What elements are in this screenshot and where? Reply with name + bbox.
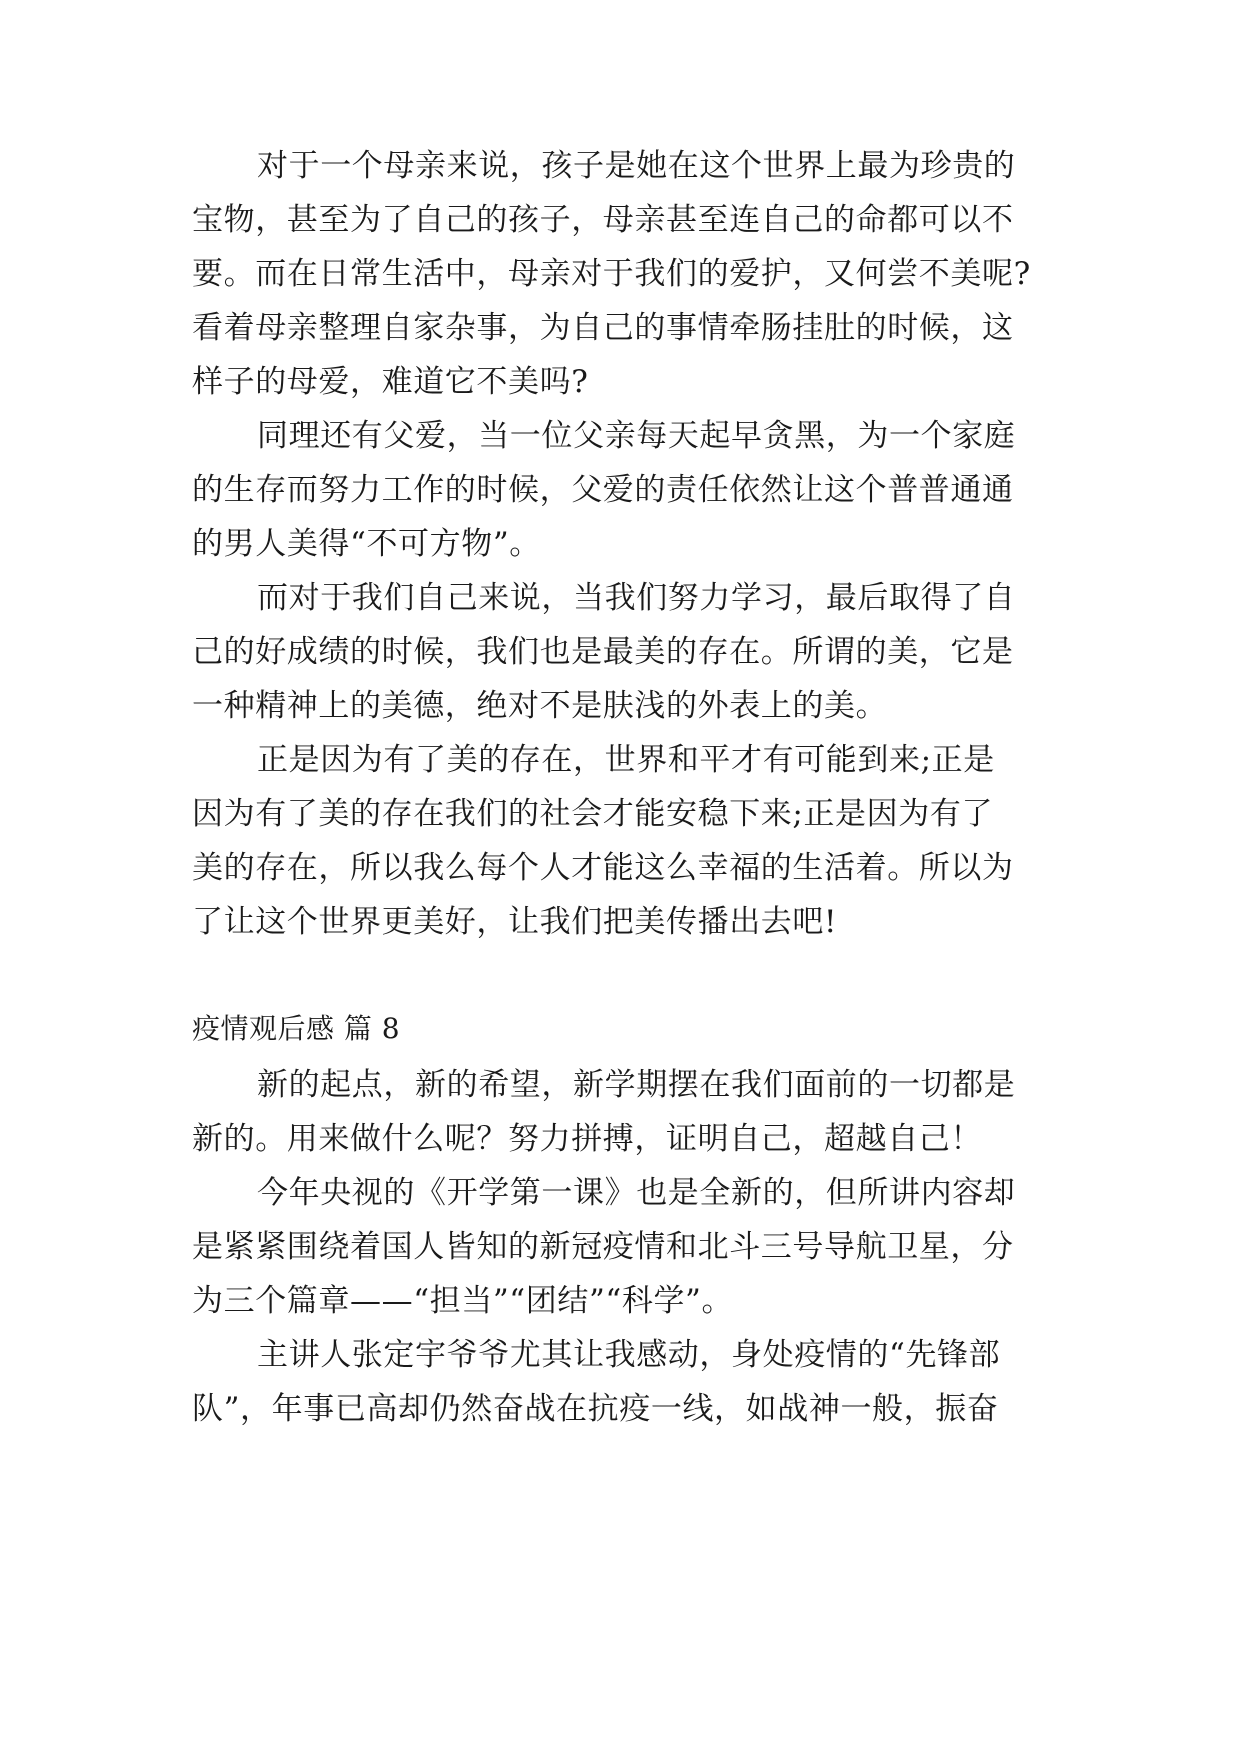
text-line: 主讲人张定宇爷爷尤其让我感动，身处疫情的“先锋部 [257,1337,1001,1373]
text-line: 新的起点，新的希望，新学期摆在我们面前的一切都是 [257,1067,1016,1103]
text-line: 一种精神上的美德，绝对不是肤浅的外表上的美。 [192,688,888,724]
text-line: 宝物，甚至为了自己的孩子，母亲甚至连自己的命都可以不 [192,202,1014,238]
text-line: 的男人美得“不可方物”。 [192,526,541,562]
text-line: 样子的母爱，难道它不美吗? [192,364,589,400]
text-line: 正是因为有了美的存在，世界和平才有可能到来;正是 [257,742,995,778]
text-line: 了让这个世界更美好，让我们把美传播出去吧! [192,904,838,940]
text-line: 同理还有父爱，当一位父亲每天起早贪黑，为一个家庭 [257,418,1016,454]
text-line: 看着母亲整理自家杂事，为自己的事情牵肠挂肚的时候，这 [192,310,1014,346]
text-line: 今年央视的《开学第一课》也是全新的，但所讲内容却 [257,1175,1016,1211]
text-line: 己的好成绩的时候，我们也是最美的存在。所谓的美，它是 [192,634,1014,670]
text-line: 美的存在，所以我么每个人才能这么幸福的生活着。所以为 [192,850,1014,886]
text-line: 新的。用来做什么呢？努力拼搏，证明自己，超越自己！ [192,1121,982,1157]
text-line: 队”，年事已高却仍然奋战在抗疫一线，如战神一般，振奋 [192,1391,999,1427]
text-line: 为三个篇章——“担当”“团结”“科学”。 [192,1283,734,1319]
section-heading: 疫情观后感 篇 8 [192,1012,401,1045]
text-line: 对于一个母亲来说，孩子是她在这个世界上最为珍贵的 [257,148,1016,184]
text-line: 而对于我们自己来说，当我们努力学习，最后取得了自 [257,580,1016,616]
text-line: 要。而在日常生活中，母亲对于我们的爱护，又何尝不美呢? [192,256,1031,292]
text-line: 是紧紧围绕着国人皆知的新冠疫情和北斗三号导航卫星，分 [192,1229,1014,1265]
text-line: 的生存而努力工作的时候，父爱的责任依然让这个普普通通 [192,472,1014,508]
text-line: 因为有了美的存在我们的社会才能安稳下来;正是因为有了 [192,796,994,832]
